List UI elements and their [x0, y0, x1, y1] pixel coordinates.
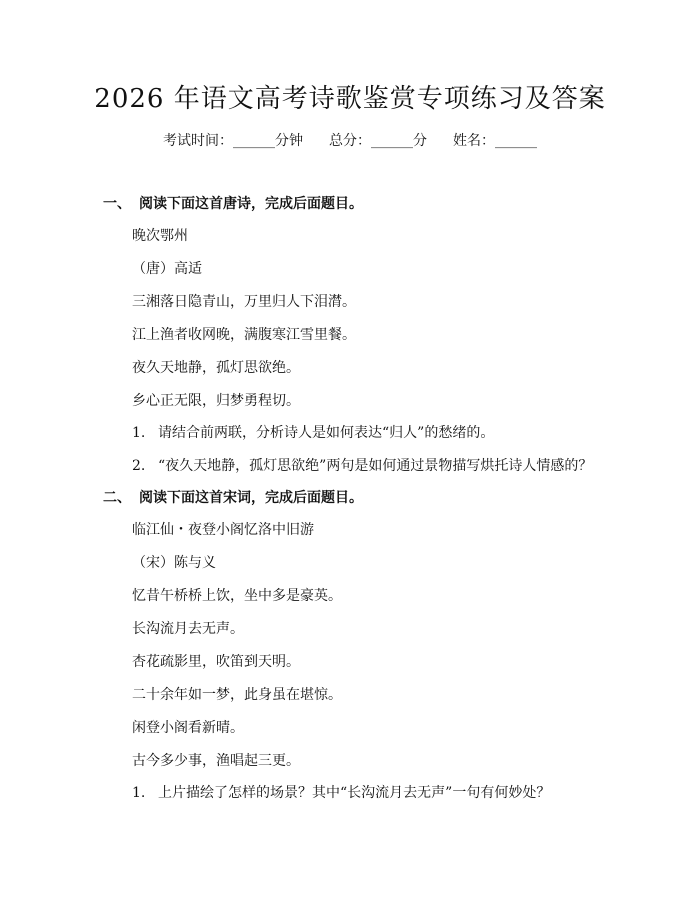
poem-line: 古今多少事，渔唱起三更。: [132, 753, 300, 769]
poem-author: （宋）陈与义: [132, 555, 216, 571]
page-title: 2026 年语文高考诗歌鉴赏专项练习及答案: [94, 84, 606, 114]
section-number: 二、: [103, 490, 131, 506]
poem-line: 三湘落日隐青山，万里归人下泪潸。: [132, 294, 356, 310]
exam-name-field: 姓名：______: [453, 133, 537, 149]
question-text: 上片描绘了怎样的场景？其中“长沟流月去无声”一句有何妙处？: [158, 785, 551, 801]
poem-line: 闲登小阁看新晴。: [132, 720, 244, 736]
poem-line: 乡心正无限，归梦勇程切。: [132, 393, 300, 409]
poem-title: 临江仙・夜登小阁忆洛中旧游: [132, 522, 314, 538]
question-number: 1.: [132, 785, 146, 801]
exam-total-score: 总分：______分: [329, 133, 427, 149]
section-instruction: 阅读下面这首唐诗，完成后面题目。: [139, 196, 363, 212]
exam-meta: [0, 130, 700, 150]
question-number: 2.: [132, 458, 146, 474]
poem-line: 长沟流月去无声。: [132, 621, 244, 637]
poem-line: 杏花疏影里，吹笛到天明。: [132, 654, 300, 670]
exam-time: 考试时间：______分钟: [163, 133, 303, 149]
poem-line: 江上渔者收网晚，满腹寒江雪里餐。: [132, 327, 356, 343]
poem-line: 夜久天地静，孤灯思欲绝。: [132, 360, 300, 376]
question-item: [132, 782, 550, 802]
section-2-heading: [103, 487, 363, 507]
poem-title: 晚次鄂州: [132, 228, 188, 244]
poem-line: 二十余年如一梦，此身虽在堪惊。: [132, 687, 342, 703]
question-item: [132, 422, 494, 442]
question-number: 1.: [132, 425, 146, 441]
poem-author: （唐）高适: [132, 261, 202, 277]
poem-line: 忆昔午桥桥上饮，坐中多是豪英。: [132, 588, 342, 604]
question-text: 请结合前两联，分析诗人是如何表达“归人”的愁绪的。: [158, 425, 495, 441]
section-1-heading: [103, 193, 363, 213]
section-number: 一、: [103, 196, 131, 212]
question-text: “夜久天地静，孤灯思欲绝”两句是如何通过景物描写烘托诗人情感的？: [158, 458, 593, 474]
section-instruction: 阅读下面这首宋词，完成后面题目。: [139, 490, 363, 506]
question-item: [132, 455, 592, 475]
